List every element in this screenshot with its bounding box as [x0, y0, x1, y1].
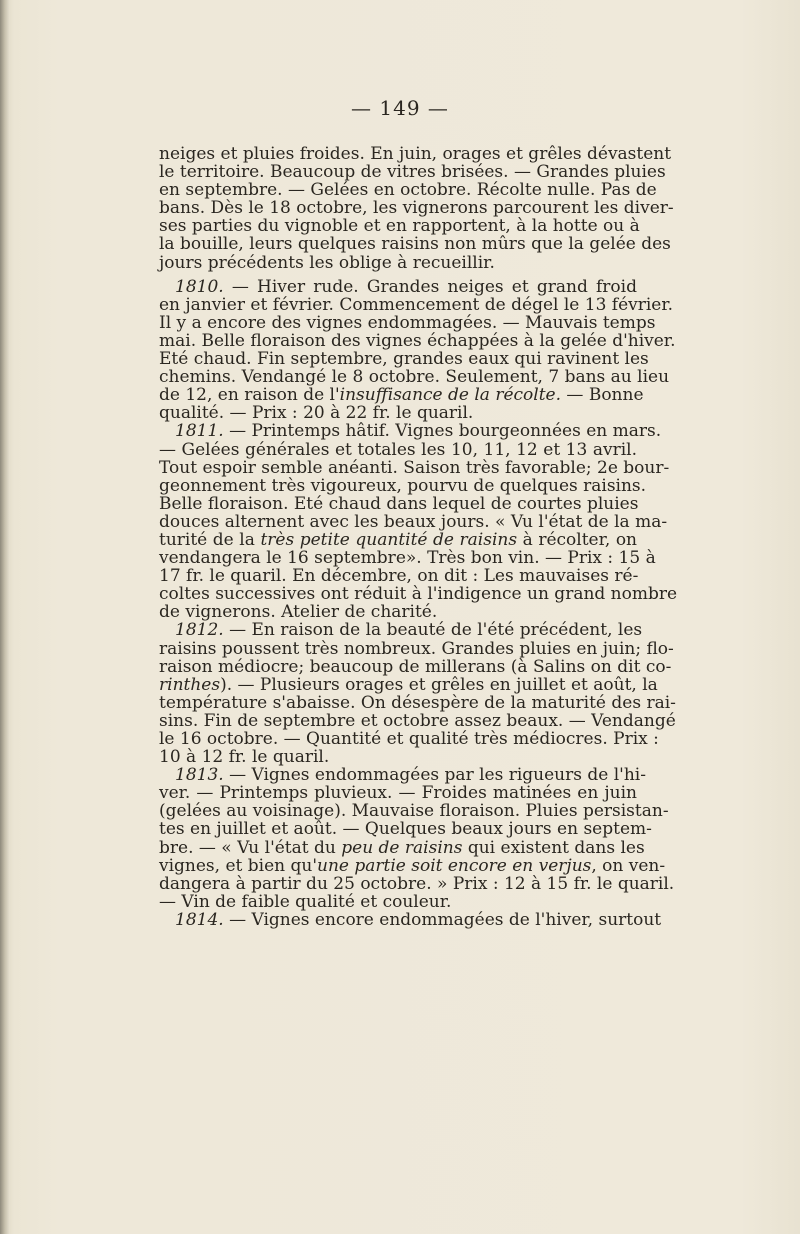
text-line: qualité. — Prix : 20 à 22 fr. le quaril. — [159, 403, 474, 424]
text-line: Eté chaud. Fin septembre, grandes eaux qui ravinent les — [159, 349, 649, 370]
text-line: (gelées au voisinage). Mauvaise floraison. Pluies persistan- — [159, 801, 669, 822]
text-line: raisins poussent très nombreux. Grandes pluies en juin; flo- — [159, 638, 674, 659]
line-text: — Bonne — [561, 385, 644, 406]
year-label: 1812. — [175, 620, 224, 641]
italic-phrase: insuffisance de la récolte. — [339, 385, 562, 406]
line-text: — Vignes encore endommagées de l'hiver, surtout — [223, 909, 662, 930]
text-line: 10 à 12 fr. le quaril. — [159, 747, 330, 768]
italic-phrase: très petite quantité de raisins — [260, 529, 518, 550]
italic-phrase: une partie soit encore en verjus — [317, 855, 592, 876]
binding-edge — [0, 0, 9, 1234]
year-label: 1813. — [175, 765, 224, 786]
line-text: ). — Plusieurs orages et grêles en juillet et août, la — [220, 674, 658, 695]
page-number: — 149 — — [351, 96, 449, 120]
text-line — [159, 531, 637, 549]
entry-heading-line — [159, 909, 662, 930]
text-line: le territoire. Beaucoup de vitres brisées. — Grandes pluies — [159, 162, 666, 183]
text-line — [159, 385, 644, 406]
italic-phrase: rinthes — [159, 674, 221, 695]
text-line: température s'abaisse. On désespère de la maturité des rai- — [159, 692, 676, 713]
text-line: en janvier et février. Commencement de dégel le 13 février. — [159, 294, 674, 315]
text-line: — Gelées générales et totales les 10, 11, 12 et 13 avril. — [159, 439, 637, 460]
body-text — [159, 144, 678, 930]
text-line: 17 fr. le quaril. En décembre, on dit : Les mauvaises ré- — [159, 566, 639, 587]
text-line: bans. Dès le 18 octobre, les vignerons parcourent les diver- — [159, 198, 674, 219]
line-text: à récolter, on — [517, 529, 638, 550]
italic-phrase: peu de raisins — [341, 837, 463, 858]
line-text: — Printemps hâtif. Vignes bourgeonnées en mars. — [223, 421, 662, 442]
line-text: vignes, et bien qu' — [159, 855, 317, 876]
text-line: vendangera le 16 septembre». Très bon vin. — Prix : 15 à — [159, 548, 656, 569]
text-line — [159, 837, 645, 858]
text-line: ses parties du vignoble et en rapportent, à la hotte ou à — [159, 216, 640, 237]
line-text: — Hiver rude. Grandes neiges et grand froid — [223, 276, 637, 297]
text-line: chemins. Vendangé le 8 octobre. Seulement, 7 bans au lieu — [159, 367, 670, 388]
line-text: qui existent dans les — [462, 837, 645, 858]
entry-heading-line — [159, 620, 643, 641]
text-line: mai. Belle floraison des vignes échappées à la gelée d'hiver. — [159, 330, 676, 351]
text-line: Belle floraison. Eté chaud dans lequel de courtes pluies — [159, 493, 639, 514]
line-text: — En raison de la beauté de l'été précédent, les — [223, 620, 643, 641]
text-line — [159, 674, 658, 695]
text-line: raison médiocre; beaucoup de millerans (à Salins on dit co- — [159, 656, 672, 677]
entry-heading-line — [159, 278, 637, 296]
line-text: — Vignes endommagées par les rigueurs de l'hi- — [223, 765, 646, 786]
text-line: coltes successives ont réduit à l'indigence un grand nombre — [159, 584, 678, 605]
entry-heading-line — [159, 765, 646, 786]
text-line: Tout espoir semble anéanti. Saison très favorable; 2e bour- — [159, 457, 670, 478]
line-text: bre. — « Vu l'état du — [159, 837, 342, 858]
line-text: de 12, en raison de l' — [159, 385, 340, 406]
line-text: turité de la — [159, 529, 261, 550]
year-label: 1811. — [175, 421, 224, 442]
year-label: 1810. — [175, 276, 224, 297]
text-line: — Vin de faible qualité et couleur. — [159, 891, 452, 912]
text-line: sins. Fin de septembre et octobre assez beaux. — Vendangé — [159, 710, 676, 731]
text-line: de vignerons. Atelier de charité. — [159, 602, 438, 623]
year-label: 1814. — [175, 909, 224, 930]
text-line: ver. — Printemps pluvieux. — Froides matinées en juin — [159, 783, 637, 804]
text-line: le 16 octobre. — Quantité et qualité très médiocres. Prix : — [159, 729, 659, 749]
text-line — [159, 855, 666, 876]
text-line: la bouille, leurs quelques raisins non mûrs que la gelée des — [159, 234, 671, 255]
text-line: Il y a encore des vignes endommagées. — Mauvais temps — [159, 312, 656, 333]
text-line: jours précédents les oblige à recueillir. — [159, 252, 495, 273]
text-line: douces alternent avec les beaux jours. « Vu l'état de la ma- — [159, 511, 668, 532]
text-line: dangera à partir du 25 octobre. » Prix : 12 à 15 fr. le quaril. — [159, 873, 675, 894]
line-text: , on ven- — [591, 855, 666, 876]
entry-heading-line — [159, 421, 662, 442]
text-line: tes en juillet et août. — Quelques beaux jours en septem- — [159, 819, 652, 840]
text-line: neiges et pluies froides. En juin, orages et grêles dévastent — [159, 144, 672, 164]
text-line: en septembre. — Gelées en octobre. Récolte nulle. Pas de — [159, 180, 657, 201]
text-line: geonnement très vigoureux, pourvu de quelques raisins. — [159, 475, 647, 496]
